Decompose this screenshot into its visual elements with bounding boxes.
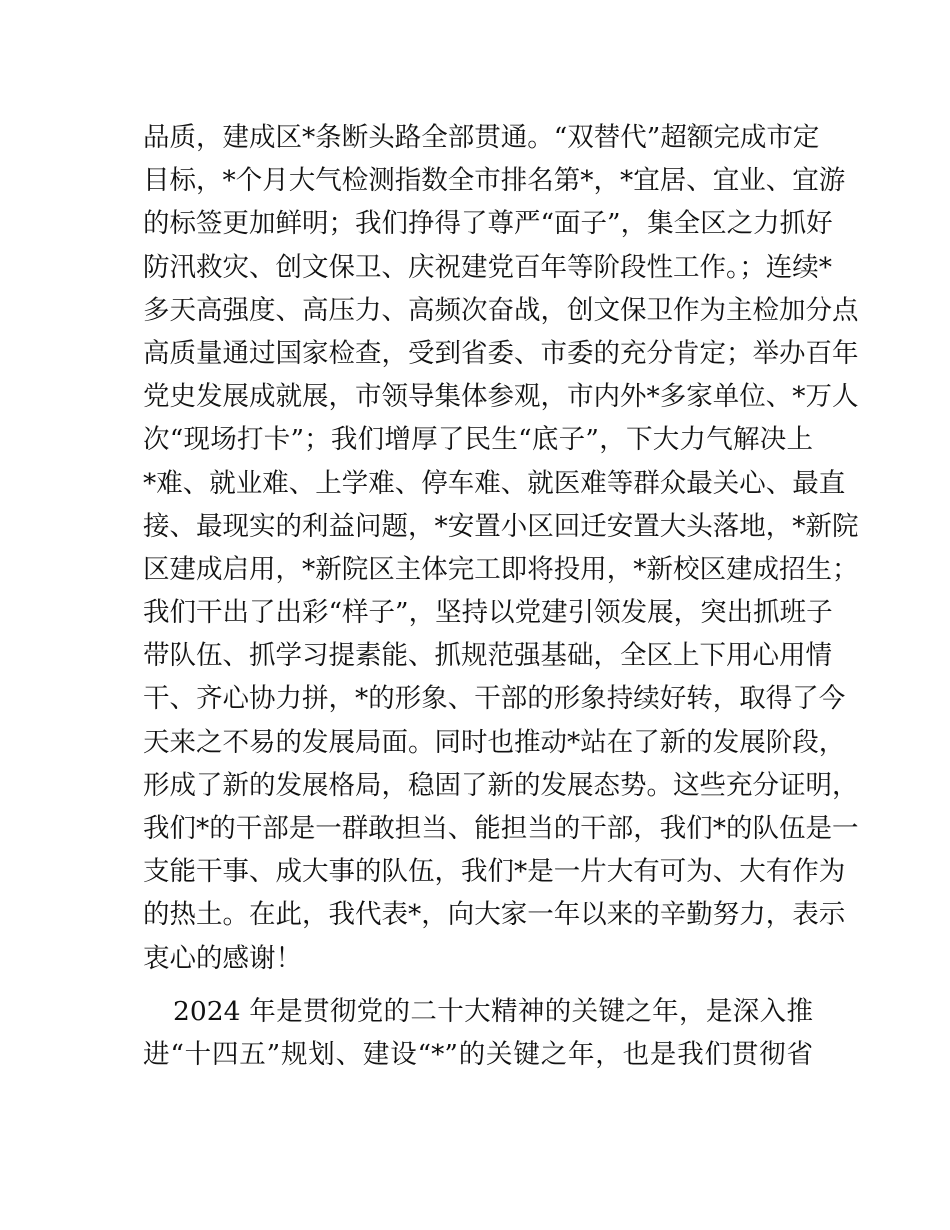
text-line: 的标签更加鲜明；我们挣得了尊严“面子”，集全区之力抓好 (143, 208, 833, 240)
text-line: 支能干事、成大事的队伍，我们*是一片大有可为、大有作为 (143, 856, 846, 888)
text-line: 高质量通过国家检查，受到省委、市委的充分肯定；举办百年 (143, 337, 859, 369)
text-line: 党史发展成就展，市领导集体参观，市内外*多家单位、*万人 (143, 381, 859, 413)
text-line: 品质，建成区*条断头路全部贯通。“双替代”超额完成市定 (143, 122, 820, 153)
text-line: 干、齐心协力拼，*的形象、干部的形象持续好转，取得了今 (143, 683, 846, 715)
paragraph-spacer (143, 980, 813, 990)
text-line: 的热土。在此，我代表*，向大家一年以来的辛勤努力，表示 (143, 899, 846, 931)
text-line: *难、就业难、上学难、停车难、就医难等群众最关心、最直 (143, 467, 846, 499)
paragraph-1 (143, 116, 859, 980)
text-line: 天来之不易的发展局面。同时也推动*站在了新的发展阶段， (143, 726, 846, 758)
text-line: 次“现场打卡”；我们增厚了民生“底子”，下大力气解决上 (143, 424, 813, 456)
text-line: 目标，*个月大气检测指数全市排名第*，*宜居、宜业、宜游 (143, 165, 846, 197)
text-line: 防汛救灾、创文保卫、庆祝建党百年等阶段性工作。；连续* (143, 251, 832, 283)
text-line: 衷心的感谢！ (143, 942, 302, 974)
text-line: 多天高强度、高压力、高频次奋战，创文保卫作为主检加分点 (143, 294, 859, 326)
text-line: 接、最现实的利益问题，*安置小区回迁安置大头落地，*新院 (143, 510, 859, 542)
text-line: 我们*的干部是一群敢担当、能担当的干部，我们*的队伍是一 (143, 813, 859, 844)
paragraph-2 (143, 990, 813, 1076)
document-body (143, 116, 859, 1076)
text-line: 进“十四五”规划、建设“*”的关键之年，也是我们贯彻省 (143, 1038, 813, 1070)
text-line: 形成了新的发展格局，稳固了新的发展态势。这些充分证明， (143, 769, 859, 801)
text-line: 区建成启用，*新院区主体完工即将投用，*新校区建成招生； (143, 553, 859, 585)
text-line: 2024 年是贯彻党的二十大精神的关键之年，是深入推 (173, 995, 813, 1027)
text-line: 我们干出了出彩“样子”，坚持以党建引领发展，突出抓班子 (143, 597, 833, 629)
text-line: 带队伍、抓学习提素能、抓规范强基础，全区上下用心用情 (143, 640, 832, 672)
